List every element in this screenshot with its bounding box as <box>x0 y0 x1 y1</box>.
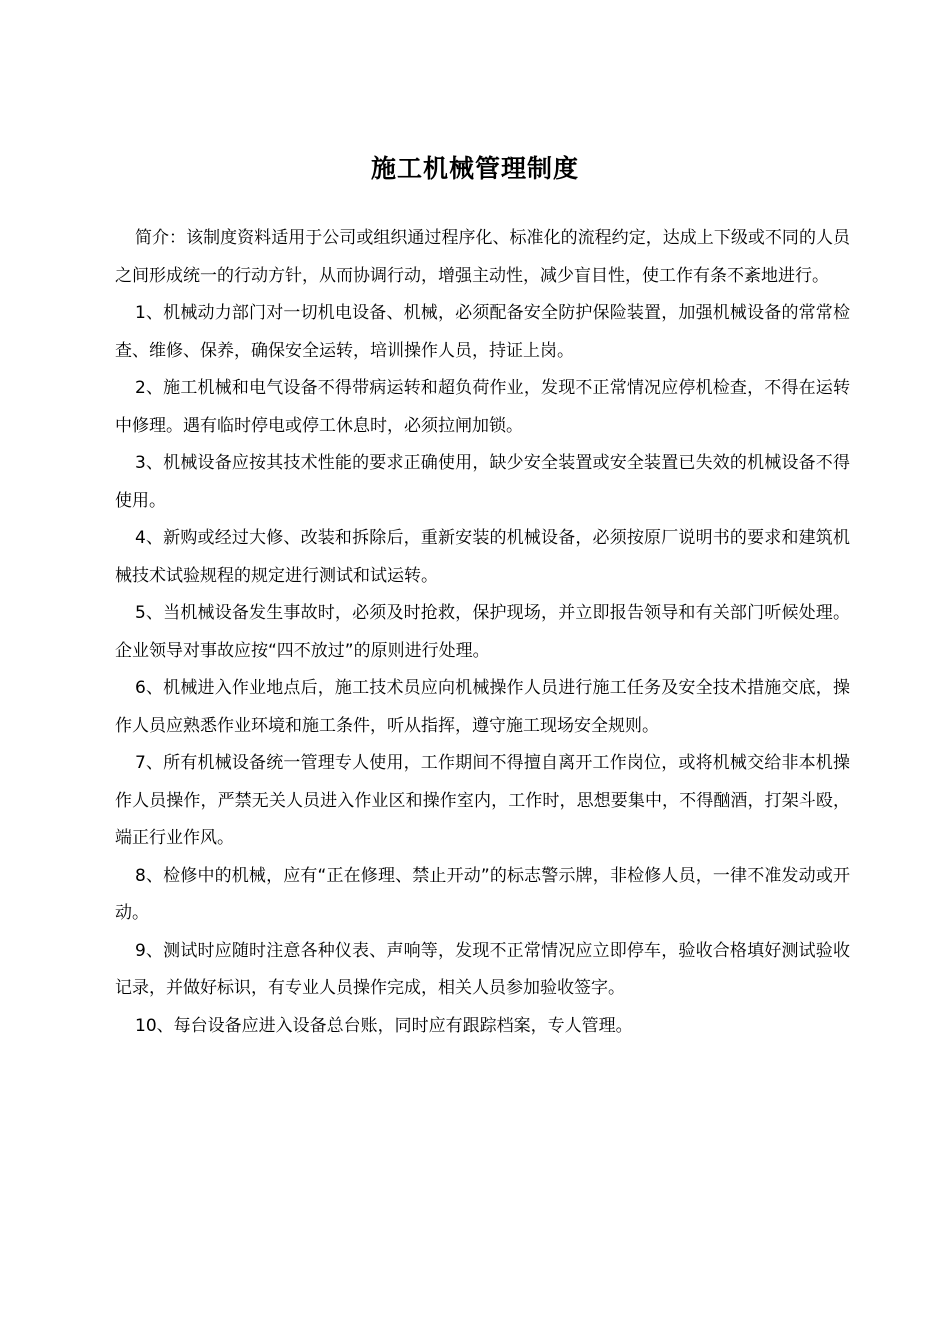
rule-paragraph-3: 3、机械设备应按其技术性能的要求正确使用，缺少安全装置或安全装置已失效的机械设备不得使用。 <box>115 453 850 511</box>
rule-paragraph-1: 1、机械动力部门对一切机电设备、机械，必须配备安全防护保险装置，加强机械设备的常常检查、维修、保养，确保安全运转，培训操作人员，持证上岗。 <box>115 303 850 361</box>
rule-paragraph-7: 7、所有机械设备统一管理专人使用，工作期间不得擅自离开工作岗位，或将机械交给非本机操作人员操作，严禁无关人员进入作业区和操作室内，工作时，思想要集中，不得酗酒，打架斗殴，端正行业作风。 <box>115 753 850 848</box>
document-title: 施工机械管理制度 <box>370 153 579 183</box>
document-body <box>115 220 850 1045</box>
rule-paragraph-4: 4、新购或经过大修、改装和拆除后，重新安装的机械设备，必须按原厂说明书的要求和建筑机械技术试验规程的规定进行测试和试运转。 <box>115 528 850 586</box>
rule-paragraph-8: 8、检修中的机械，应有“正在修理、禁止开动”的标志警示牌，非检修人员，一律不准发动或开动。 <box>115 865 850 923</box>
rule-paragraph-5: 5、当机械设备发生事故时，必须及时抢救，保护现场，并立即报告领导和有关部门听候处理。企业领导对事故应按“四不放过”的原则进行处理。 <box>115 603 850 661</box>
intro-paragraph: 简介：该制度资料适用于公司或组织通过程序化、标准化的流程约定，达成上下级或不同的人员之间形成统一的行动方针，从而协调行动，增强主动性，减少盲目性，使工作有条不紊地进行。 <box>115 228 850 286</box>
rule-paragraph-2: 2、施工机械和电气设备不得带病运转和超负荷作业，发现不正常情况应停机检查，不得在运转中修理。遇有临时停电或停工休息时，必须拉闸加锁。 <box>115 378 850 436</box>
rule-paragraph-10: 10、每台设备应进入设备总台账，同时应有跟踪档案，专人管理。 <box>135 1015 633 1036</box>
rule-paragraph-6: 6、机械进入作业地点后，施工技术员应向机械操作人员进行施工任务及安全技术措施交底，操作人员应熟悉作业环境和施工条件，听从指挥，遵守施工现场安全规则。 <box>115 678 850 736</box>
rule-paragraph-9: 9、测试时应随时注意各种仪表、声响等，发现不正常情况应立即停车，验收合格填好测试验收记录，并做好标识，有专业人员操作完成，相关人员参加验收签字。 <box>115 940 850 998</box>
